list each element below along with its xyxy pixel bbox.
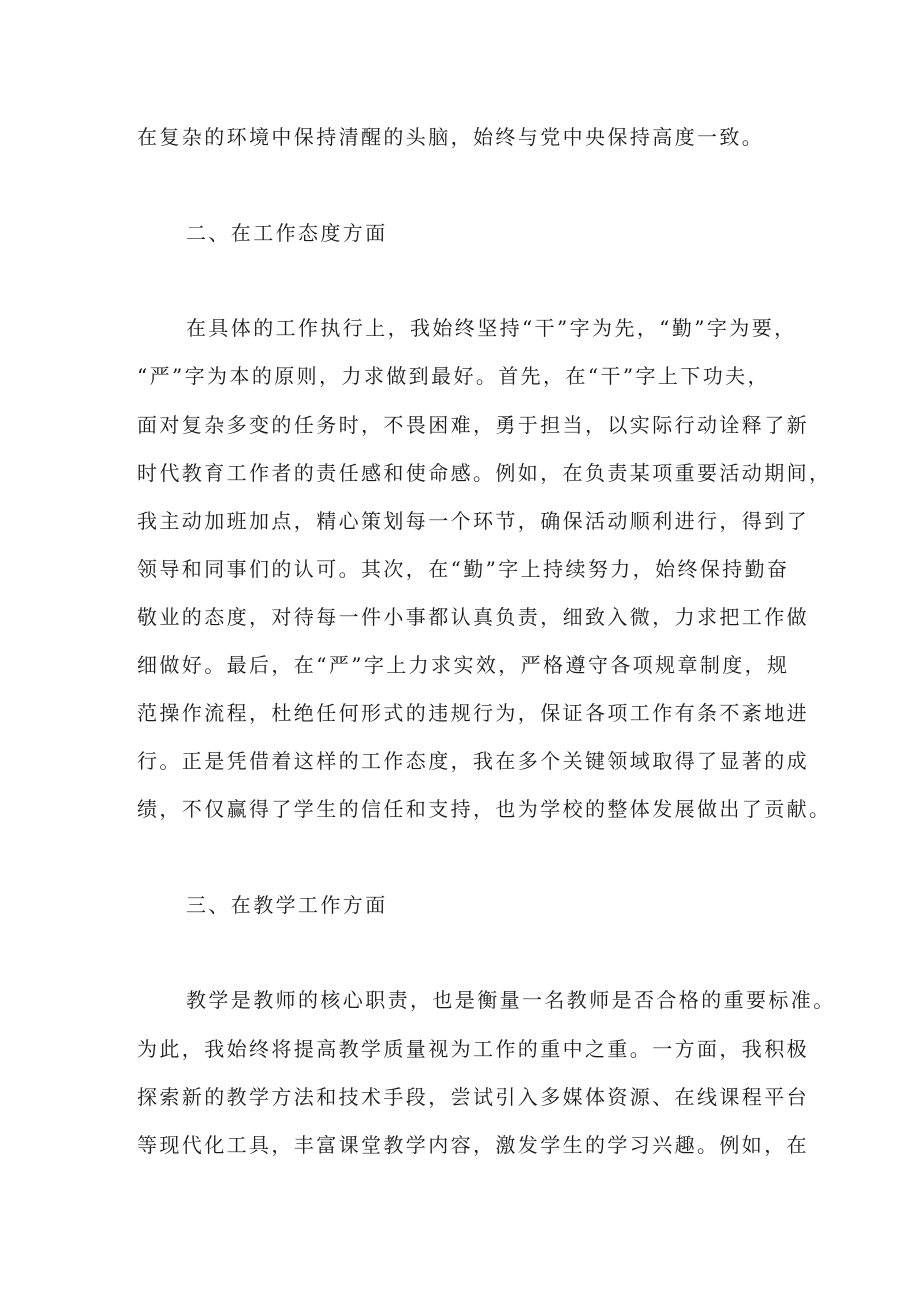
paragraph-line: 绩，不仅赢得了学生的信任和支持，也为学校的整体发展做出了贡献。 [137, 797, 832, 821]
paragraph-line: 敬业的态度，对待每一件小事都认真负责，细致入微，力求把工作做 [137, 605, 809, 629]
paragraph-line: 教学是教师的核心职责，也是衡量一名教师是否合格的重要标准。 [186, 988, 836, 1012]
paragraph-line: 我主动加班加点，精心策划每一个环节，确保活动顺利进行，得到了 [137, 509, 809, 533]
paragraph-line: 范操作流程，杜绝任何形式的违规行为，保证各项工作有条不紊地进 [137, 701, 809, 725]
section-heading-attitude: 二、在工作态度方面 [186, 221, 388, 245]
section-heading-teaching: 三、在教学工作方面 [186, 893, 388, 917]
paragraph-line: 行。正是凭借着这样的工作态度，我在多个关键领域取得了显著的成 [137, 749, 809, 773]
paragraph-line: 等现代化工具，丰富课堂教学内容，激发学生的学习兴趣。例如，在 [137, 1133, 809, 1157]
paragraph-line: 探索新的教学方法和技术手段，尝试引入多媒体资源、在线课程平台 [137, 1085, 809, 1109]
paragraph-line: 在具体的工作执行上，我始终坚持“干”字为先，“勤”字为要， [186, 316, 797, 340]
paragraph-line: 时代教育工作者的责任感和使命感。例如，在负责某项重要活动期间， [137, 461, 832, 485]
paragraph-line: “严”字为本的原则，力求做到最好。首先，在“干”字上下功夫， [137, 364, 770, 388]
continuation-line: 在复杂的环境中保持清醒的头脑，始终与党中央保持高度一致。 [137, 125, 765, 149]
paragraph-line: 领导和同事们的认可。其次，在“勤”字上持续努力，始终保持勤奋 [137, 557, 790, 581]
paragraph-line: 为此，我始终将提高教学质量视为工作的重中之重。一方面，我积极 [137, 1037, 809, 1061]
paragraph-line: 细做好。最后，在“严”字上力求实效，严格遵守各项规章制度，规 [137, 653, 790, 677]
paragraph-line: 面对复杂多变的任务时，不畏困难，勇于担当，以实际行动诠释了新 [137, 413, 809, 437]
